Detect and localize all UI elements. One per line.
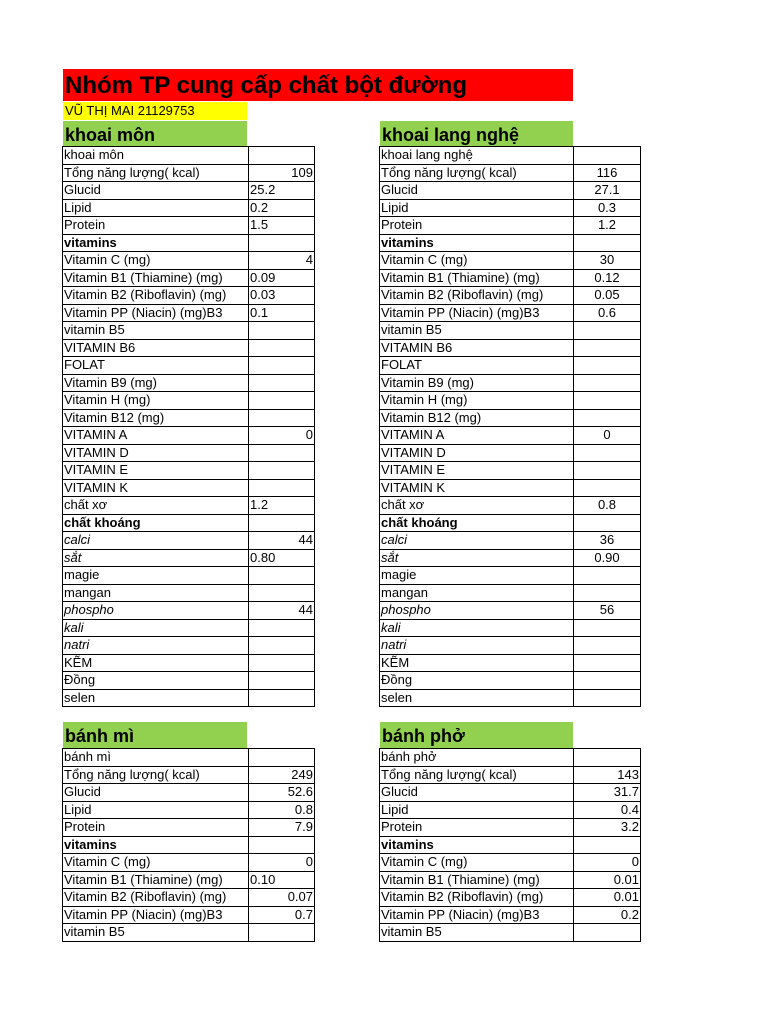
row-label: selen xyxy=(63,689,249,707)
row-label: KẼM xyxy=(380,654,574,672)
table-row xyxy=(63,479,315,497)
table-row xyxy=(63,427,315,445)
table-row xyxy=(63,549,315,567)
row-label: Vitamin PP (Niacin) (mg)B3 xyxy=(380,304,574,322)
row-value xyxy=(574,584,641,602)
table-row xyxy=(380,854,641,872)
nutrition-table-banh-mi xyxy=(62,748,315,942)
table-row xyxy=(380,906,641,924)
table-row xyxy=(380,836,641,854)
row-label: vitamin B5 xyxy=(380,924,574,942)
row-label: Tổng năng lượng( kcal) xyxy=(380,766,574,784)
table-row xyxy=(63,199,315,217)
row-label: Protein xyxy=(63,819,249,837)
row-value xyxy=(249,567,315,585)
row-value xyxy=(249,409,315,427)
row-label: Glucid xyxy=(380,182,574,200)
row-label: calci xyxy=(380,532,574,550)
table-row xyxy=(63,584,315,602)
table-row xyxy=(63,602,315,620)
row-value xyxy=(249,374,315,392)
row-label: calci xyxy=(63,532,249,550)
table-row xyxy=(63,287,315,305)
row-label: chất xơ xyxy=(63,497,249,515)
row-value xyxy=(249,924,315,942)
row-label: Vitamin B1 (Thiamine) (mg) xyxy=(380,871,574,889)
row-label: VITAMIN D xyxy=(380,444,574,462)
row-value: 109 xyxy=(249,164,315,182)
row-value: 0.4 xyxy=(574,801,641,819)
row-label: phospho xyxy=(380,602,574,620)
row-label: bánh phở xyxy=(380,749,574,767)
table-row xyxy=(63,819,315,837)
row-label: Vitamin C (mg) xyxy=(380,252,574,270)
table-row xyxy=(63,801,315,819)
table-row xyxy=(380,584,641,602)
row-value: 3.2 xyxy=(574,819,641,837)
row-value xyxy=(249,689,315,707)
row-value xyxy=(249,462,315,480)
row-value xyxy=(574,322,641,340)
table-row xyxy=(63,147,315,165)
row-label: Lipid xyxy=(380,199,574,217)
row-value: 44 xyxy=(249,532,315,550)
row-label: Vitamin PP (Niacin) (mg)B3 xyxy=(63,906,249,924)
row-label: vitamins xyxy=(63,836,249,854)
row-value xyxy=(574,392,641,410)
table-row xyxy=(380,427,641,445)
row-label: magie xyxy=(63,567,249,585)
table-row xyxy=(380,479,641,497)
row-value: 0.01 xyxy=(574,871,641,889)
row-label: Vitamin B9 (mg) xyxy=(63,374,249,392)
row-value: 0.09 xyxy=(249,269,315,287)
table-row xyxy=(380,749,641,767)
nutrition-table-banh-pho xyxy=(379,748,641,942)
row-value: 0 xyxy=(574,427,641,445)
author-name: VŨ THỊ MAI 21129753 xyxy=(63,102,247,120)
row-value: 1.5 xyxy=(249,217,315,235)
row-label: Vitamin B2 (Riboflavin) (mg) xyxy=(63,889,249,907)
row-value: 116 xyxy=(574,164,641,182)
row-value: 44 xyxy=(249,602,315,620)
row-label: VITAMIN E xyxy=(380,462,574,480)
row-label: vitamins xyxy=(63,234,249,252)
table-row xyxy=(63,766,315,784)
nutrition-table-khoai-mon xyxy=(62,146,315,707)
table-row xyxy=(63,689,315,707)
table-row xyxy=(380,182,641,200)
row-label: Vitamin B2 (Riboflavin) (mg) xyxy=(380,287,574,305)
row-value xyxy=(574,357,641,375)
row-label: phospho xyxy=(63,602,249,620)
section-heading-khoai-lang-nghe: khoai lang nghệ xyxy=(380,121,573,147)
row-label: kali xyxy=(380,619,574,637)
row-value xyxy=(249,479,315,497)
row-value xyxy=(249,147,315,165)
table-row xyxy=(380,532,641,550)
row-label: khoai lang nghệ xyxy=(380,147,574,165)
row-label: FOLAT xyxy=(380,357,574,375)
row-value xyxy=(249,584,315,602)
row-value: 0.05 xyxy=(574,287,641,305)
table-row xyxy=(380,392,641,410)
table-row xyxy=(380,374,641,392)
row-label: Vitamin B1 (Thiamine) (mg) xyxy=(380,269,574,287)
row-label: mangan xyxy=(380,584,574,602)
section-heading-banh-mi: bánh mì xyxy=(63,722,247,748)
row-value: 0.2 xyxy=(574,906,641,924)
table-row xyxy=(380,164,641,182)
row-label: FOLAT xyxy=(63,357,249,375)
row-value xyxy=(574,654,641,672)
row-label: VITAMIN A xyxy=(63,427,249,445)
row-label: Vitamin B12 (mg) xyxy=(63,409,249,427)
row-value xyxy=(249,654,315,672)
table-row xyxy=(380,234,641,252)
row-label: VITAMIN K xyxy=(63,479,249,497)
row-value xyxy=(574,374,641,392)
row-value: 249 xyxy=(249,766,315,784)
row-value xyxy=(574,462,641,480)
row-value xyxy=(574,637,641,655)
row-value xyxy=(574,567,641,585)
table-row xyxy=(380,339,641,357)
row-value xyxy=(574,409,641,427)
row-label: Lipid xyxy=(380,801,574,819)
row-value xyxy=(574,924,641,942)
row-value xyxy=(574,234,641,252)
row-label: Vitamin B12 (mg) xyxy=(380,409,574,427)
row-value xyxy=(249,514,315,532)
row-label: sắt xyxy=(380,549,574,567)
row-label: Protein xyxy=(380,819,574,837)
table-row xyxy=(380,619,641,637)
row-label: Vitamin H (mg) xyxy=(380,392,574,410)
row-label: mangan xyxy=(63,584,249,602)
table-row xyxy=(63,532,315,550)
table-row xyxy=(63,462,315,480)
row-value: 25.2 xyxy=(249,182,315,200)
nutrition-table-khoai-lang-nghe xyxy=(379,146,641,707)
row-value xyxy=(574,672,641,690)
table-row xyxy=(380,269,641,287)
table-row xyxy=(380,252,641,270)
row-label: vitamins xyxy=(380,234,574,252)
row-value: 56 xyxy=(574,602,641,620)
table-row xyxy=(380,766,641,784)
row-value xyxy=(249,619,315,637)
row-label: Tổng năng lượng( kcal) xyxy=(63,164,249,182)
row-label: Vitamin C (mg) xyxy=(63,252,249,270)
row-label: Vitamin B1 (Thiamine) (mg) xyxy=(63,269,249,287)
row-label: VITAMIN B6 xyxy=(63,339,249,357)
row-label: selen xyxy=(380,689,574,707)
table-row xyxy=(380,514,641,532)
table-row xyxy=(63,906,315,924)
row-value xyxy=(249,339,315,357)
table-row xyxy=(63,749,315,767)
row-value xyxy=(249,322,315,340)
row-value xyxy=(574,619,641,637)
row-value xyxy=(249,357,315,375)
row-value: 0.07 xyxy=(249,889,315,907)
row-label: Vitamin PP (Niacin) (mg)B3 xyxy=(63,304,249,322)
table-row xyxy=(380,637,641,655)
row-label: vitamins xyxy=(380,836,574,854)
table-row xyxy=(380,672,641,690)
row-label: bánh mì xyxy=(63,749,249,767)
row-label: VITAMIN E xyxy=(63,462,249,480)
table-row xyxy=(63,619,315,637)
row-label: vitamin B5 xyxy=(380,322,574,340)
row-value: 0.6 xyxy=(574,304,641,322)
row-label: Lipid xyxy=(63,801,249,819)
row-label: Protein xyxy=(63,217,249,235)
table-row xyxy=(63,567,315,585)
row-label: Tổng năng lượng( kcal) xyxy=(63,766,249,784)
row-label: VITAMIN B6 xyxy=(380,339,574,357)
table-row xyxy=(380,304,641,322)
row-label: Vitamin C (mg) xyxy=(63,854,249,872)
row-value xyxy=(249,234,315,252)
table-row xyxy=(380,871,641,889)
table-row xyxy=(380,199,641,217)
row-value: 143 xyxy=(574,766,641,784)
row-label: chất khoáng xyxy=(380,514,574,532)
table-row xyxy=(380,602,641,620)
row-value: 27.1 xyxy=(574,182,641,200)
table-row xyxy=(63,924,315,942)
row-value: 0.1 xyxy=(249,304,315,322)
table-row xyxy=(380,654,641,672)
table-row xyxy=(63,322,315,340)
table-row xyxy=(380,497,641,515)
table-row xyxy=(63,784,315,802)
row-value: 31.7 xyxy=(574,784,641,802)
row-value: 0.80 xyxy=(249,549,315,567)
table-row xyxy=(63,836,315,854)
row-value: 0.7 xyxy=(249,906,315,924)
row-value: 0.90 xyxy=(574,549,641,567)
row-label: natri xyxy=(63,637,249,655)
table-row xyxy=(63,514,315,532)
row-value xyxy=(574,749,641,767)
row-value: 1.2 xyxy=(249,497,315,515)
row-label: Tổng năng lượng( kcal) xyxy=(380,164,574,182)
row-value xyxy=(249,836,315,854)
table-row xyxy=(63,182,315,200)
row-label: Vitamin PP (Niacin) (mg)B3 xyxy=(380,906,574,924)
table-row xyxy=(63,409,315,427)
table-row xyxy=(63,357,315,375)
row-value: 0.2 xyxy=(249,199,315,217)
row-label: KẼM xyxy=(63,654,249,672)
row-value xyxy=(249,637,315,655)
row-value xyxy=(249,749,315,767)
row-value: 0.10 xyxy=(249,871,315,889)
row-label: Glucid xyxy=(63,784,249,802)
row-label: Glucid xyxy=(63,182,249,200)
table-row xyxy=(380,689,641,707)
row-label: VITAMIN D xyxy=(63,444,249,462)
row-value: 0.01 xyxy=(574,889,641,907)
row-label: Glucid xyxy=(380,784,574,802)
row-label: Đồng xyxy=(380,672,574,690)
row-label: Vitamin B2 (Riboflavin) (mg) xyxy=(63,287,249,305)
table-row xyxy=(63,304,315,322)
table-row xyxy=(63,252,315,270)
table-row xyxy=(380,549,641,567)
table-row xyxy=(380,889,641,907)
page-title: Nhóm TP cung cấp chất bột đường xyxy=(63,69,573,101)
row-label: natri xyxy=(380,637,574,655)
row-label: Vitamin H (mg) xyxy=(63,392,249,410)
row-label: Protein xyxy=(380,217,574,235)
section-heading-banh-pho: bánh phở xyxy=(380,722,573,748)
row-label: VITAMIN K xyxy=(380,479,574,497)
row-value xyxy=(574,689,641,707)
table-row xyxy=(63,654,315,672)
row-value xyxy=(574,836,641,854)
table-row xyxy=(63,637,315,655)
table-row xyxy=(380,147,641,165)
table-row xyxy=(63,234,315,252)
row-value: 0.03 xyxy=(249,287,315,305)
row-value xyxy=(249,672,315,690)
row-label: Lipid xyxy=(63,199,249,217)
row-value: 30 xyxy=(574,252,641,270)
row-value xyxy=(249,392,315,410)
table-row xyxy=(63,871,315,889)
table-row xyxy=(63,217,315,235)
row-label: chất xơ xyxy=(380,497,574,515)
row-value: 0.8 xyxy=(574,497,641,515)
table-row xyxy=(380,924,641,942)
row-value: 7.9 xyxy=(249,819,315,837)
row-value: 0.12 xyxy=(574,269,641,287)
row-label: vitamin B5 xyxy=(63,924,249,942)
row-value: 1.2 xyxy=(574,217,641,235)
table-row xyxy=(63,374,315,392)
row-label: kali xyxy=(63,619,249,637)
row-label: vitamin B5 xyxy=(63,322,249,340)
table-row xyxy=(63,889,315,907)
table-row xyxy=(380,567,641,585)
table-row xyxy=(380,409,641,427)
row-label: khoai môn xyxy=(63,147,249,165)
row-label: Vitamin B1 (Thiamine) (mg) xyxy=(63,871,249,889)
row-value xyxy=(574,444,641,462)
table-row xyxy=(63,269,315,287)
table-row xyxy=(380,462,641,480)
row-value xyxy=(574,514,641,532)
table-row xyxy=(63,444,315,462)
row-value xyxy=(249,444,315,462)
row-value: 52.6 xyxy=(249,784,315,802)
row-value: 0.3 xyxy=(574,199,641,217)
table-row xyxy=(380,801,641,819)
row-value: 0 xyxy=(249,427,315,445)
table-row xyxy=(380,217,641,235)
row-value xyxy=(574,479,641,497)
table-row xyxy=(63,854,315,872)
row-label: Vitamin C (mg) xyxy=(380,854,574,872)
row-value: 0 xyxy=(249,854,315,872)
table-row xyxy=(380,784,641,802)
row-label: Vitamin B2 (Riboflavin) (mg) xyxy=(380,889,574,907)
table-row xyxy=(380,819,641,837)
row-label: VITAMIN A xyxy=(380,427,574,445)
row-value: 0 xyxy=(574,854,641,872)
row-value xyxy=(574,147,641,165)
table-row xyxy=(380,322,641,340)
row-label: sắt xyxy=(63,549,249,567)
row-value xyxy=(574,339,641,357)
table-row xyxy=(63,164,315,182)
row-value: 36 xyxy=(574,532,641,550)
row-label: magie xyxy=(380,567,574,585)
row-label: Vitamin B9 (mg) xyxy=(380,374,574,392)
table-row xyxy=(380,287,641,305)
table-row xyxy=(380,357,641,375)
table-row xyxy=(63,672,315,690)
table-row xyxy=(63,497,315,515)
table-row xyxy=(63,392,315,410)
row-value: 4 xyxy=(249,252,315,270)
row-label: Đồng xyxy=(63,672,249,690)
table-row xyxy=(63,339,315,357)
row-value: 0.8 xyxy=(249,801,315,819)
section-heading-khoai-mon: khoai môn xyxy=(63,121,247,147)
table-row xyxy=(380,444,641,462)
row-label: chất khoáng xyxy=(63,514,249,532)
